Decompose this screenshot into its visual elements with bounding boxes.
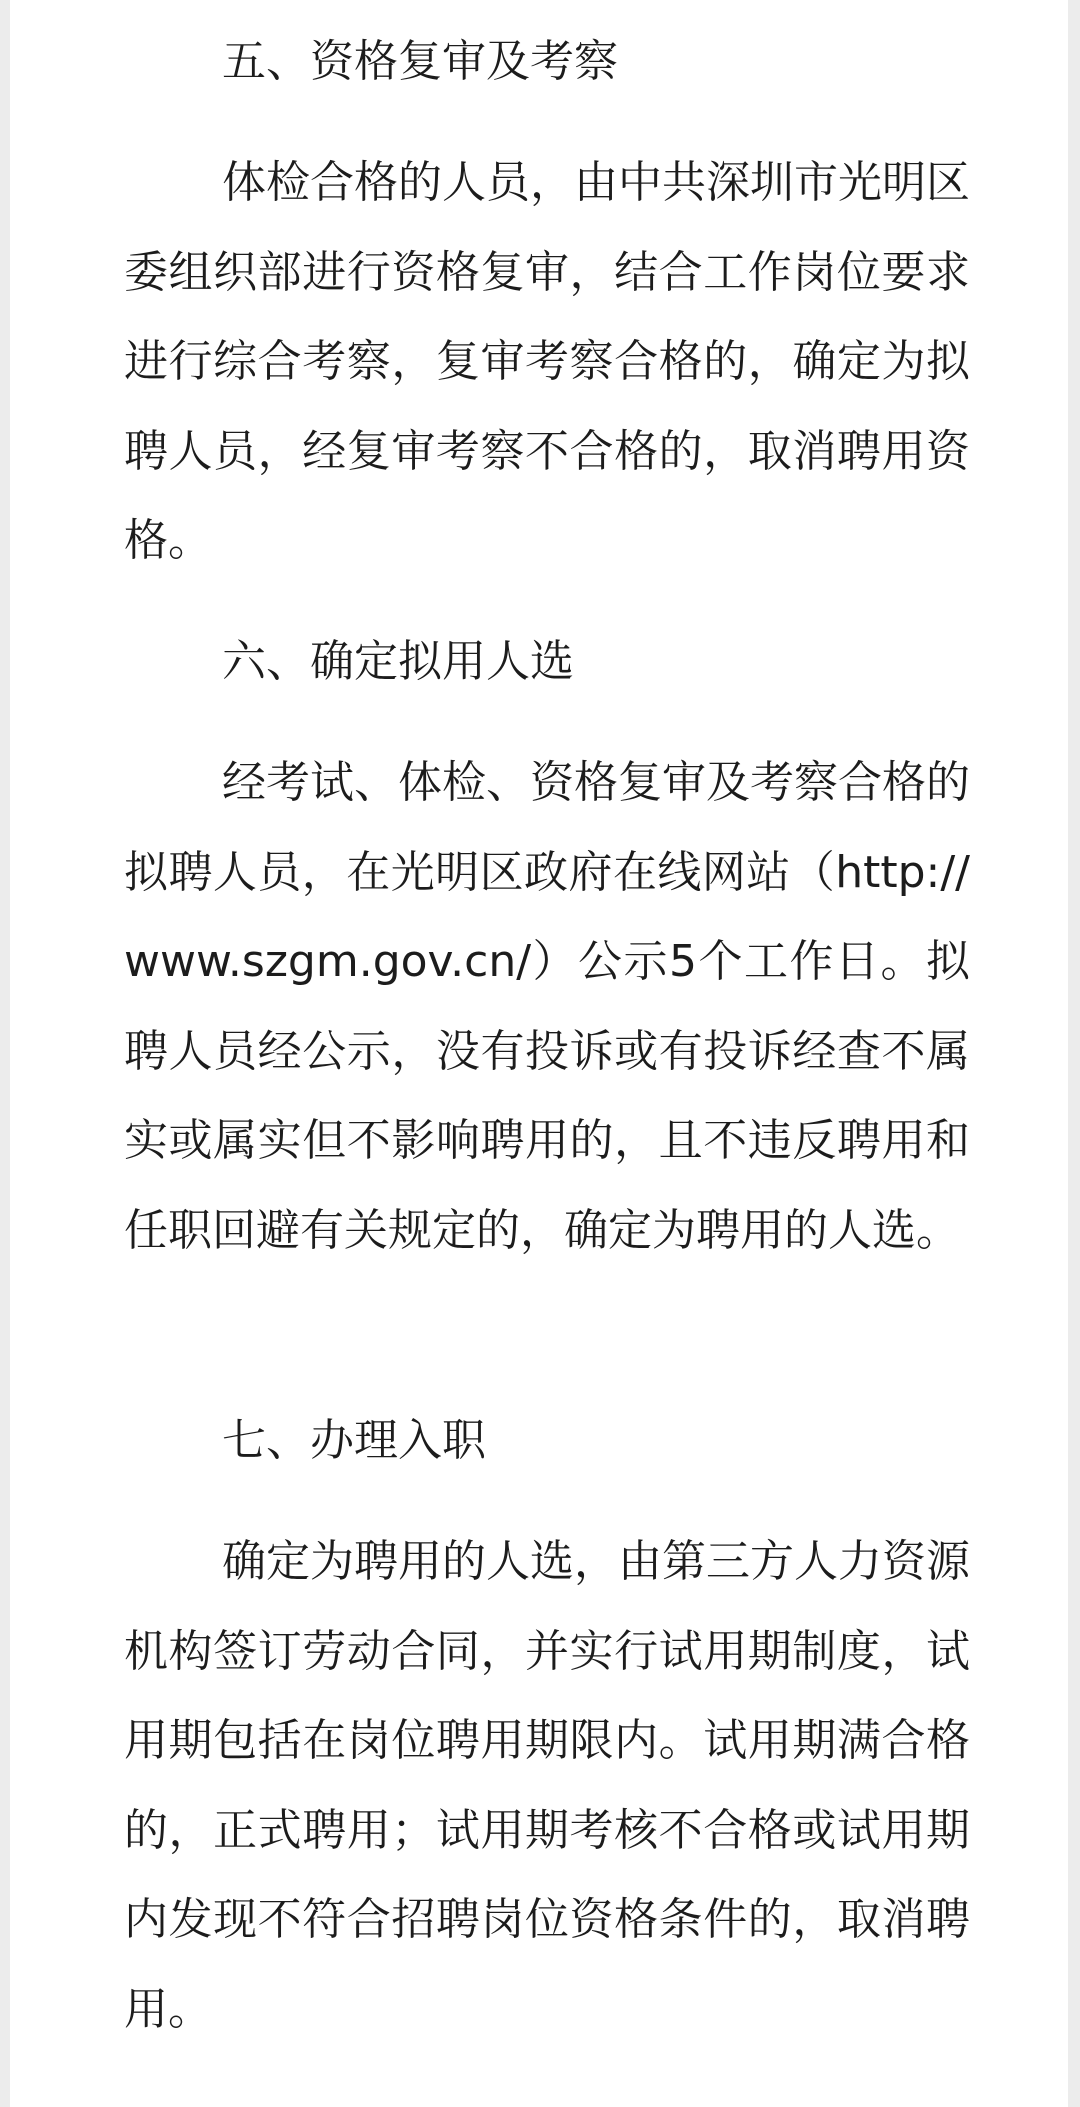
section-heading-7: 七、办理入职 <box>222 1415 486 1466</box>
section-heading-5: 五、资格复审及考察 <box>222 36 618 87</box>
section-paragraph-7: 确定为聘用的人选，由第三方人力资源机构签订劳动合同，并实行试用期制度，试用期包括在岗位聘用期限内。试用期满合格的，正式聘用；试用期考核不合格或试用期内发现不符合招聘岗位资格条件的，取消聘用。 <box>124 1536 970 2035</box>
document-page <box>10 0 1068 2107</box>
section-heading-6: 六、确定拟用人选 <box>222 636 574 687</box>
section-paragraph-5: 体检合格的人员，由中共深圳市光明区委组织部进行资格复审，结合工作岗位要求进行综合考察，复审考察合格的，确定为拟聘人员，经复审考察不合格的，取消聘用资格。 <box>124 157 970 566</box>
section-paragraph-6: 经考试、体检、资格复审及考察合格的拟聘人员，在光明区政府在线网站（http://www.szgm.gov.cn/）公示5个工作日。拟聘人员经公示，没有投诉或有投诉经查不属实或属实但不影响聘用的，且不违反聘用和任职回避有关规定的，确定为聘用的人选。 <box>124 757 970 1256</box>
